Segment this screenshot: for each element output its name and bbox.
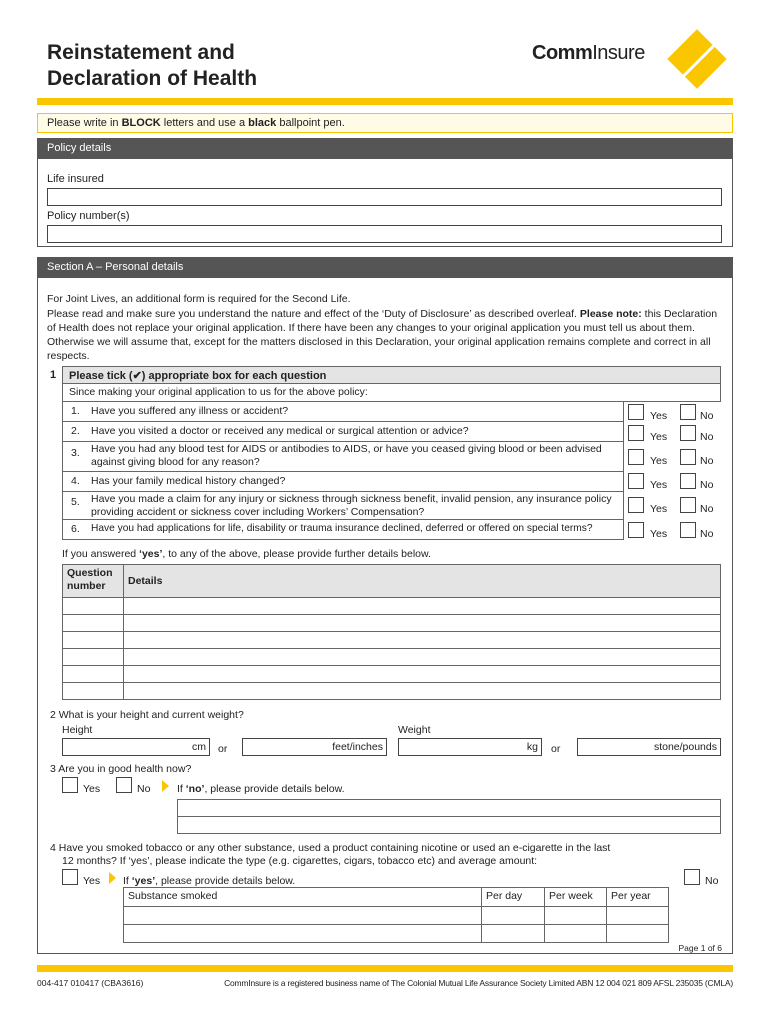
q4-yes-checkbox[interactable]: [62, 869, 78, 885]
q1-if-yes-bold: ‘yes’: [139, 548, 163, 560]
kg-unit: kg: [526, 741, 538, 753]
q1-heading: Please tick (✔) appropriate box for each question: [62, 366, 721, 384]
form-code: 004-417 010417 (CBA3616): [37, 978, 144, 988]
q4-text-1: Have you smoked tobacco or any other substance, used a product containing nicotine or used an e-cigarette in the last: [58, 842, 611, 854]
legal-notice: CommInsure is a registered business name of The Colonial Mutual Life Assurance Society Limited ABN 12 004 021 809 AFSL 235035 (CMLA): [224, 978, 733, 988]
q3-if-bold: ‘no’: [185, 783, 205, 795]
q3-yes-checkbox[interactable]: [62, 777, 78, 793]
q1-row-5: [62, 492, 624, 520]
disclosure-paragraph: [47, 307, 727, 363]
q1-details-header-row: [63, 565, 721, 598]
q1-row-2-number: 2.: [71, 425, 80, 437]
q3-number: 3: [50, 763, 56, 775]
footer-divider: [37, 965, 733, 972]
col-question-number: Question number: [63, 565, 124, 598]
q1-details-row: [63, 632, 721, 649]
q1-row-3-number: 3.: [71, 447, 80, 459]
page-number: Page 1 of 6: [678, 943, 722, 953]
title-line-1: Reinstatement and: [47, 41, 235, 64]
q1-details-table: [62, 564, 721, 700]
per-day-cell[interactable]: [482, 925, 545, 943]
q3-details-box[interactable]: [177, 799, 721, 834]
q3-if-text-1: If: [177, 783, 186, 795]
q1-question-cell[interactable]: [63, 649, 124, 666]
smoking-header-row: [124, 888, 669, 907]
q1-details-cell[interactable]: [124, 649, 721, 666]
q1-5-yes-label: Yes: [650, 503, 668, 515]
height-feet-field[interactable]: [242, 738, 387, 756]
stone-unit: stone/pounds: [653, 741, 717, 753]
q1-5-no-label: No: [700, 503, 714, 515]
q1-row-1-number: 1.: [71, 405, 80, 417]
form-title: [47, 40, 257, 92]
q1-3-yes-label: Yes: [650, 455, 668, 467]
q1-3-yes-checkbox[interactable]: [628, 449, 644, 465]
col-substance: Substance smoked: [124, 888, 482, 907]
q1-details-cell[interactable]: [124, 598, 721, 615]
policy-details-heading: Policy details: [37, 138, 733, 159]
col-details: Details: [124, 565, 721, 598]
per-year-cell[interactable]: [607, 925, 669, 943]
q4-no-checkbox[interactable]: [684, 869, 700, 885]
q1-details-row: [63, 666, 721, 683]
header-divider: [37, 98, 733, 105]
q1-2-no-label: No: [700, 431, 714, 443]
life-insured-label: Life insured: [47, 173, 104, 185]
height-label: Height: [62, 724, 93, 736]
q1-row-3-text: Have you had any blood test for AIDS or antibodies to AIDS, or have you ceased giving blood or been advised against giving blood for any reason?: [91, 443, 602, 468]
q1-row-2-text: Have you visited a doctor or received any medical or surgical attention or advice?: [91, 425, 469, 437]
disclosure-text-1: Please read and make sure you understand the nature and effect of the ‘Duty of Disclosure’ as described overleaf.: [47, 308, 580, 320]
arrow-right-icon: [109, 872, 116, 884]
smoking-row: [124, 907, 669, 925]
disclosure-note: Please note:: [579, 308, 642, 320]
q1-6-yes-checkbox[interactable]: [628, 522, 644, 538]
title-line-2: Declaration of Health: [47, 67, 258, 90]
q1-row-5-text: Have you made a claim for any injury or sickness through sickness benefit, invalid pension, any insurance policy providing accident or sickness cover including Workers’ Compensation?: [91, 493, 612, 518]
q1-since: Since making your original application to us for the above policy:: [62, 384, 721, 402]
q3-no-checkbox[interactable]: [116, 777, 132, 793]
cm-unit: cm: [192, 741, 206, 753]
q1-2-yes-label: Yes: [650, 431, 668, 443]
q4-if-yes-note: [123, 874, 295, 888]
q2-question: [50, 708, 244, 722]
q4-yes-label: Yes: [83, 875, 101, 887]
q4-no-label: No: [705, 875, 719, 887]
instr-text-3: ballpoint pen.: [276, 117, 345, 129]
q1-1-no-label: No: [700, 410, 714, 422]
q1-question-cell[interactable]: [63, 632, 124, 649]
q1-details-cell[interactable]: [124, 683, 721, 700]
weight-label: Weight: [398, 724, 431, 736]
q1-row-1: [62, 402, 624, 422]
q4-if-bold: ‘yes’: [131, 875, 156, 887]
policy-details-panel: [37, 159, 733, 247]
q1-row-5-number: 5.: [71, 496, 80, 508]
q4-number: 4: [50, 842, 56, 854]
q1-details-cell[interactable]: [124, 632, 721, 649]
q1-5-no-checkbox[interactable]: [680, 497, 696, 513]
per-week-cell[interactable]: [545, 907, 607, 925]
logo-regular: Insure: [592, 42, 645, 64]
logo-bold: Comm: [532, 42, 593, 64]
q1-row-4-number: 4.: [71, 475, 80, 487]
weight-or: or: [551, 743, 561, 755]
section-a-heading: Section A – Personal details: [37, 257, 733, 278]
q1-4-no-checkbox[interactable]: [680, 473, 696, 489]
q1-row-4: [62, 472, 624, 492]
q1-row-1-text: Have you suffered any illness or accident?: [91, 405, 289, 417]
instr-block: BLOCK: [121, 117, 161, 129]
q1-details-row: [63, 649, 721, 666]
policy-number-field[interactable]: [47, 225, 722, 243]
q3-if-no-note: [177, 782, 345, 796]
q1-row-6-number: 6.: [71, 523, 80, 535]
joint-lives-note: For Joint Lives, an additional form is required for the Second Life.: [47, 293, 351, 305]
q4-if-text-2: , please provide details below.: [155, 875, 296, 887]
per-week-cell[interactable]: [545, 925, 607, 943]
q1-details-cell[interactable]: [124, 666, 721, 683]
height-cm-field[interactable]: [62, 738, 210, 756]
q1-6-no-checkbox[interactable]: [680, 522, 696, 538]
life-insured-field[interactable]: [47, 188, 722, 206]
q3-question: [50, 762, 191, 776]
q1-4-no-label: No: [700, 479, 714, 491]
q1-question-cell[interactable]: [63, 598, 124, 615]
q1-row-6-text: Have you had applications for life, disability or trauma insurance declined, deferred or offered on special terms?: [91, 523, 593, 534]
q1-1-no-checkbox[interactable]: [680, 404, 696, 420]
q1-1-yes-checkbox[interactable]: [628, 404, 644, 420]
q1-2-no-checkbox[interactable]: [680, 425, 696, 441]
smoking-table: [123, 887, 669, 943]
q1-2-yes-checkbox[interactable]: [628, 425, 644, 441]
q1-if-yes-text-2: , to any of the above, please provide further details below.: [162, 548, 431, 560]
col-per-week: Per week: [545, 888, 607, 907]
instr-text-2: letters and use a: [160, 117, 249, 129]
per-day-cell[interactable]: [482, 907, 545, 925]
q1-details-cell[interactable]: [124, 615, 721, 632]
q1-details-row: [63, 683, 721, 700]
height-or: or: [218, 743, 228, 755]
feet-unit: feet/inches: [332, 741, 383, 753]
q4-question: [50, 841, 730, 855]
col-per-day: Per day: [482, 888, 545, 907]
q1-1-yes-label: Yes: [650, 410, 668, 422]
q1-question-cell[interactable]: [63, 666, 124, 683]
q1-if-yes-note: [62, 547, 431, 561]
q1-6-yes-label: Yes: [650, 528, 668, 540]
per-year-cell[interactable]: [607, 907, 669, 925]
q3-text: Are you in good health now?: [58, 763, 192, 775]
smoking-row: [124, 925, 669, 943]
q1-6-no-label: No: [700, 528, 714, 540]
q1-row-2: [62, 422, 624, 442]
arrow-right-icon: [162, 780, 169, 792]
q4-text-2: 12 months? If ‘yes’, please indicate the type (e.g. cigarettes, cigars, tobacco etc) and average amount:: [62, 855, 538, 867]
q2-number: 2: [50, 709, 56, 721]
q1-3-no-checkbox[interactable]: [680, 449, 696, 465]
q3-no-label: No: [137, 783, 151, 795]
substance-cell[interactable]: [124, 925, 482, 943]
q1-question-cell[interactable]: [63, 615, 124, 632]
q1-4-yes-checkbox[interactable]: [628, 473, 644, 489]
instr-black: black: [248, 117, 277, 129]
weight-stone-field[interactable]: [577, 738, 721, 756]
q1-5-yes-checkbox[interactable]: [628, 497, 644, 513]
q4-if-text-1: If: [123, 875, 132, 887]
instr-text-1: Please write in: [47, 117, 122, 129]
disclosure-text-2: this Declaration of Health does not replace your original application. If there have been any changes to your original application you must tell us about them. Otherwise we will assume that, except for the matters disclosed in this Declaration, your original application remains complete and correct in all respects.: [47, 308, 718, 362]
q1-details-row: [63, 598, 721, 615]
q1-4-yes-label: Yes: [650, 479, 668, 491]
q1-row-6: [62, 520, 624, 540]
q1-if-yes-text-1: If you answered: [62, 548, 140, 560]
weight-kg-field[interactable]: [398, 738, 542, 756]
q1-number: 1: [50, 369, 57, 381]
q3-details-divider: [178, 816, 720, 817]
q1-row-4-text: Has your family medical history changed?: [91, 475, 286, 487]
q3-yes-label: Yes: [83, 783, 101, 795]
comminsure-logo: [532, 42, 645, 65]
q1-3-no-label: No: [700, 455, 714, 467]
q3-if-text-2: , please provide details below.: [204, 783, 345, 795]
q1-details-row: [63, 615, 721, 632]
policy-number-label: Policy number(s): [47, 210, 130, 222]
instruction-box: [37, 113, 733, 133]
q1-question-cell[interactable]: [63, 683, 124, 700]
substance-cell[interactable]: [124, 907, 482, 925]
col-per-year: Per year: [607, 888, 669, 907]
q2-text: What is your height and current weight?: [58, 709, 244, 721]
q1-row-3: [62, 442, 624, 472]
